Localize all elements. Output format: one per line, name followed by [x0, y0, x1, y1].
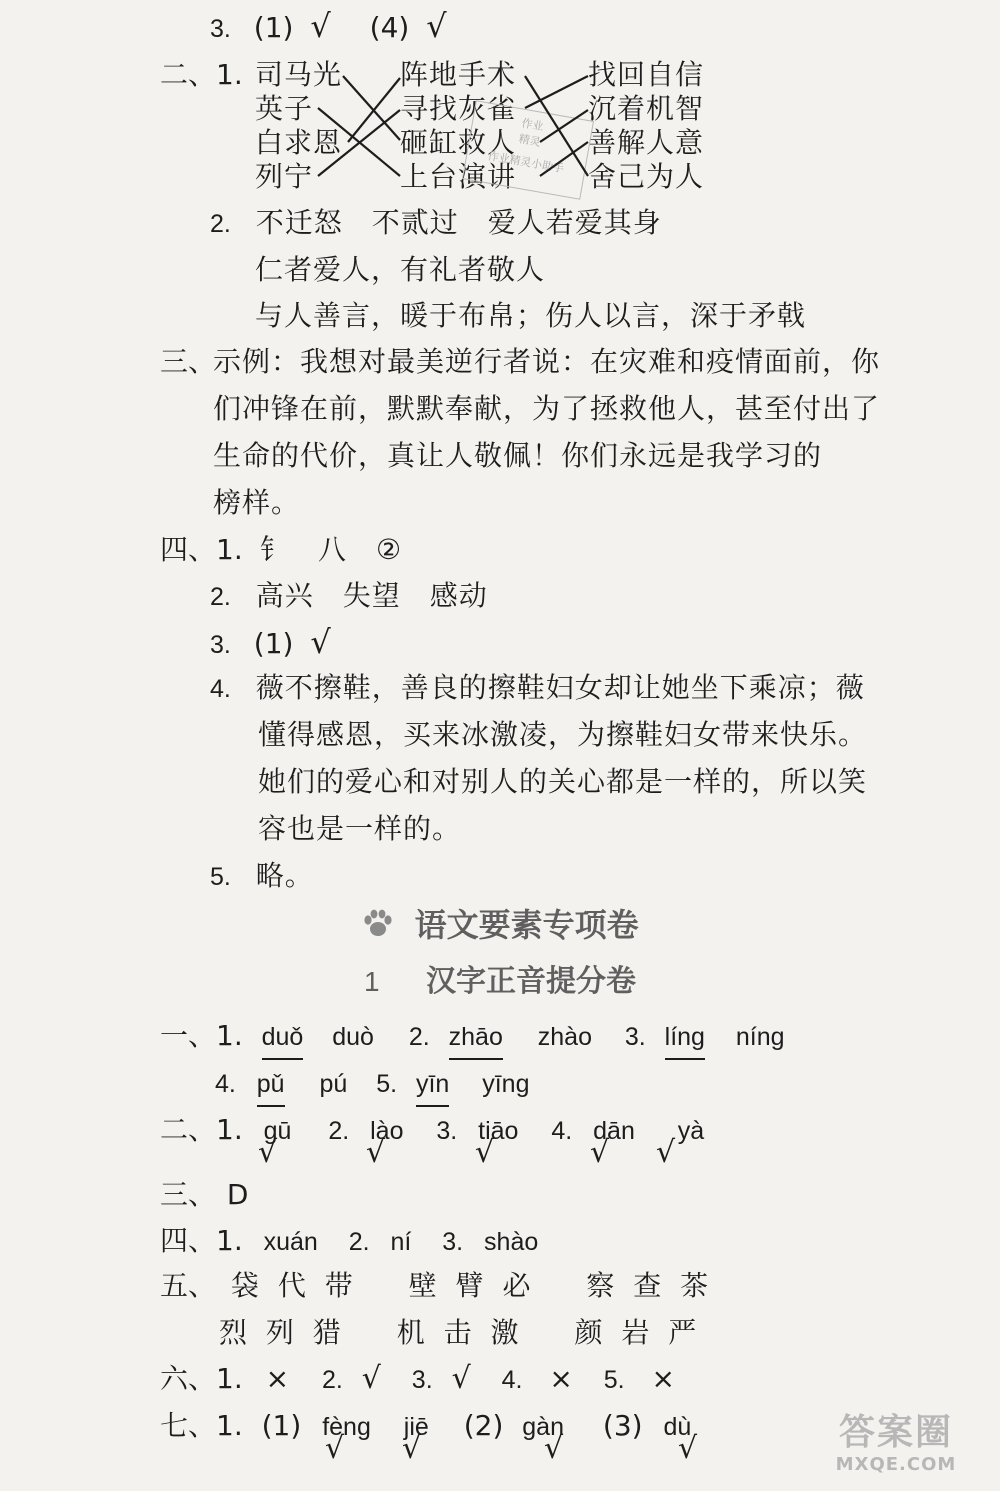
match-line — [540, 142, 588, 176]
item-number: 2. — [210, 210, 231, 238]
pinyin: xuán — [263, 1228, 318, 1256]
line-p2-si — [160, 1221, 538, 1262]
item-number: 2. — [210, 583, 231, 611]
match-right-item: 找回自信 — [588, 58, 705, 91]
pinyin: ní — [390, 1228, 412, 1256]
match-mid-item: 上台演讲 — [400, 160, 517, 193]
pinyin: yà — [677, 1117, 705, 1145]
pinyin-answer: yīn — [416, 1064, 449, 1107]
check-mark: √ — [590, 1135, 610, 1170]
line-p2-liu — [160, 1359, 675, 1400]
check-mark: √ — [310, 7, 331, 45]
check-mark: √ — [366, 1135, 386, 1170]
line-q2 — [210, 203, 662, 244]
answer-text: 略。 — [255, 859, 314, 892]
cross-mark: × — [651, 1362, 675, 1395]
pinyin: shào — [484, 1228, 539, 1256]
check-mark: √ — [678, 1431, 698, 1466]
answer-sub: (1) — [261, 1409, 302, 1442]
pinyin: lào — [370, 1117, 404, 1145]
item-number: 3. — [624, 1023, 646, 1051]
answer-sub: (2) — [463, 1409, 504, 1442]
answer-text: 薇不擦鞋，善良的擦鞋妇女却让她坐下乘凉；薇 — [255, 671, 865, 704]
section-label-si: 四、1. — [160, 1224, 243, 1257]
pinyin: pú — [319, 1070, 348, 1098]
check-mark: √ — [426, 7, 447, 45]
pinyin: dān — [593, 1117, 635, 1145]
pinyin-answer: zhāo — [449, 1017, 503, 1060]
answer-text: 她们的爱心和对别人的关心都是一样的，所以笑 — [258, 765, 868, 798]
answer-text: 榜样。 — [213, 486, 301, 519]
match-mid-item: 阵地手术 — [400, 58, 517, 91]
answer-text: 生命的代价，真让人敬佩！你们永远是我学习的 — [213, 439, 823, 472]
answer-text: 仁者爱人，有礼者敬人 — [255, 253, 546, 286]
pinyin: yīng — [482, 1070, 530, 1098]
check-mark: √ — [451, 1361, 471, 1396]
item-number: 3. — [411, 1366, 433, 1394]
check-mark: √ — [361, 1361, 381, 1396]
item-number: 4. — [501, 1366, 523, 1394]
section-label-yi: 一、1. — [160, 1019, 243, 1052]
cross-mark: × — [265, 1362, 290, 1395]
match-right-item: 舍己为人 — [588, 160, 705, 193]
line-p2-san — [160, 1175, 248, 1215]
cross-mark: × — [549, 1362, 573, 1395]
matching-lines — [0, 0, 1000, 200]
item-number: 4. — [551, 1117, 573, 1145]
line-si-q2 — [210, 576, 488, 617]
answer-text: 与人善言，暖于布帛；伤人以言，深于矛戟 — [255, 299, 807, 332]
item-number: 3. — [436, 1117, 458, 1145]
section-title-block — [0, 903, 1000, 949]
item-number: 5. — [603, 1366, 625, 1394]
pinyin: jiē — [403, 1413, 429, 1441]
answer-text: 高兴 失望 感动 — [255, 579, 488, 612]
check-mark: √ — [258, 1135, 278, 1170]
watermark-url: MXQE.COM — [835, 1454, 957, 1475]
pinyin: duò — [332, 1023, 374, 1051]
sub-title: 汉字正音提分卷 — [426, 964, 637, 999]
char-group: 机 击 激 — [396, 1316, 520, 1349]
pinyin-answer: líng — [665, 1017, 705, 1060]
match-left-item: 司马光 — [255, 58, 343, 91]
check-mark: √ — [310, 623, 331, 661]
answer-sub: (3) — [602, 1409, 643, 1442]
match-right-item: 善解人意 — [588, 126, 705, 159]
section-title: 语文要素专项卷 — [414, 906, 639, 944]
pinyin: gàn — [522, 1413, 564, 1441]
watermark — [806, 1412, 986, 1476]
match-left-item: 英子 — [255, 92, 314, 125]
line-p2-wu-2 — [219, 1313, 697, 1353]
section-label-er: 二、1. — [160, 1113, 243, 1146]
pinyin: dù — [663, 1413, 692, 1441]
answer-text: 们冲锋在前，默默奉献，为了拯救他人，甚至付出了 — [213, 392, 881, 425]
stamp-text: 作业 — [520, 116, 545, 134]
sub-title-block — [0, 960, 1000, 1004]
char-group: 烈 列 猎 — [219, 1316, 342, 1349]
line-p2-yi-2 — [215, 1063, 530, 1107]
char-group: 壁 臂 必 — [408, 1269, 532, 1302]
pinyin: gū — [263, 1117, 292, 1145]
match-mid-item: 寻找灰雀 — [400, 92, 517, 125]
section-label-san: 三、 — [160, 1178, 217, 1211]
item-number: 2. — [348, 1228, 370, 1256]
pinyin: zhào — [537, 1023, 592, 1051]
pinyin-answer: duǒ — [262, 1017, 304, 1060]
answer-text: 懂得感恩，买来冰激凌，为擦鞋妇女带来快乐。 — [258, 718, 868, 751]
item-number: 4. — [215, 1070, 236, 1098]
pinyin: níng — [735, 1023, 785, 1051]
item-number: 3. — [210, 15, 231, 43]
watermark-text: 答案圈 — [838, 1412, 953, 1453]
section-label-liu: 六、1. — [160, 1362, 243, 1395]
item-number: 5. — [376, 1070, 398, 1098]
section-label-er: 二、1. — [160, 58, 243, 91]
item-number: 3. — [442, 1228, 464, 1256]
answer-text: 容也是一样的。 — [258, 812, 462, 845]
char-group: 颜 岩 严 — [574, 1316, 698, 1349]
pinyin-answer: pǔ — [257, 1064, 285, 1107]
match-left-item: 列宁 — [255, 160, 314, 193]
char-group: 察 查 茶 — [586, 1269, 710, 1302]
answer-text: 不迁怒 不贰过 爱人若爱其身 — [255, 206, 662, 239]
match-mid-item: 砸缸救人 — [400, 126, 517, 159]
line-si-q4 — [210, 668, 865, 709]
item-number: 2. — [408, 1023, 430, 1051]
item-number: 5. — [210, 863, 231, 891]
answer-sub: (1) — [253, 11, 294, 44]
stamp-text: 精灵 — [517, 132, 542, 149]
match-right-item: 沉着机智 — [588, 92, 705, 125]
section-label-wu: 五、 — [160, 1269, 217, 1302]
item-number: 4. — [210, 675, 231, 703]
answer-sub: (1) — [253, 627, 294, 660]
paw-icon — [361, 905, 395, 949]
check-mark: √ — [402, 1431, 422, 1466]
line-p2-wu — [160, 1266, 709, 1306]
answer-sub: (4) — [369, 11, 410, 44]
check-mark: √ — [325, 1431, 345, 1466]
section-label-qi: 七、1. — [160, 1409, 243, 1442]
check-mark: √ — [475, 1135, 495, 1170]
pinyin: fèng — [322, 1413, 371, 1441]
item-number: 2. — [322, 1366, 343, 1394]
match-left-item: 白求恩 — [255, 126, 343, 159]
answer-text: 钅 八 ② — [260, 533, 403, 566]
section-label-san: 三、 — [160, 345, 217, 378]
pinyin: tiāo — [478, 1117, 519, 1145]
item-number: 2. — [328, 1117, 350, 1145]
line-si-q5 — [210, 856, 314, 897]
section-label-si: 四、1. — [160, 533, 243, 566]
line-p2-yi — [160, 1016, 785, 1060]
check-mark: √ — [656, 1135, 676, 1170]
answer-text: D — [226, 1178, 249, 1211]
char-group: 袋 代 带 — [230, 1269, 354, 1302]
line-p2-er — [160, 1110, 704, 1151]
sub-title-number: 1 — [363, 966, 380, 997]
match-line — [343, 76, 400, 140]
check-mark: √ — [544, 1431, 564, 1466]
item-number: 3. — [210, 631, 231, 659]
line-si-q3 — [210, 622, 331, 665]
line-p2-qi — [160, 1406, 691, 1447]
stamp-text: 作业精灵小助手 — [486, 149, 565, 176]
answer-text: 示例：我想对最美逆行者说：在灾难和疫情面前，你 — [213, 345, 881, 378]
